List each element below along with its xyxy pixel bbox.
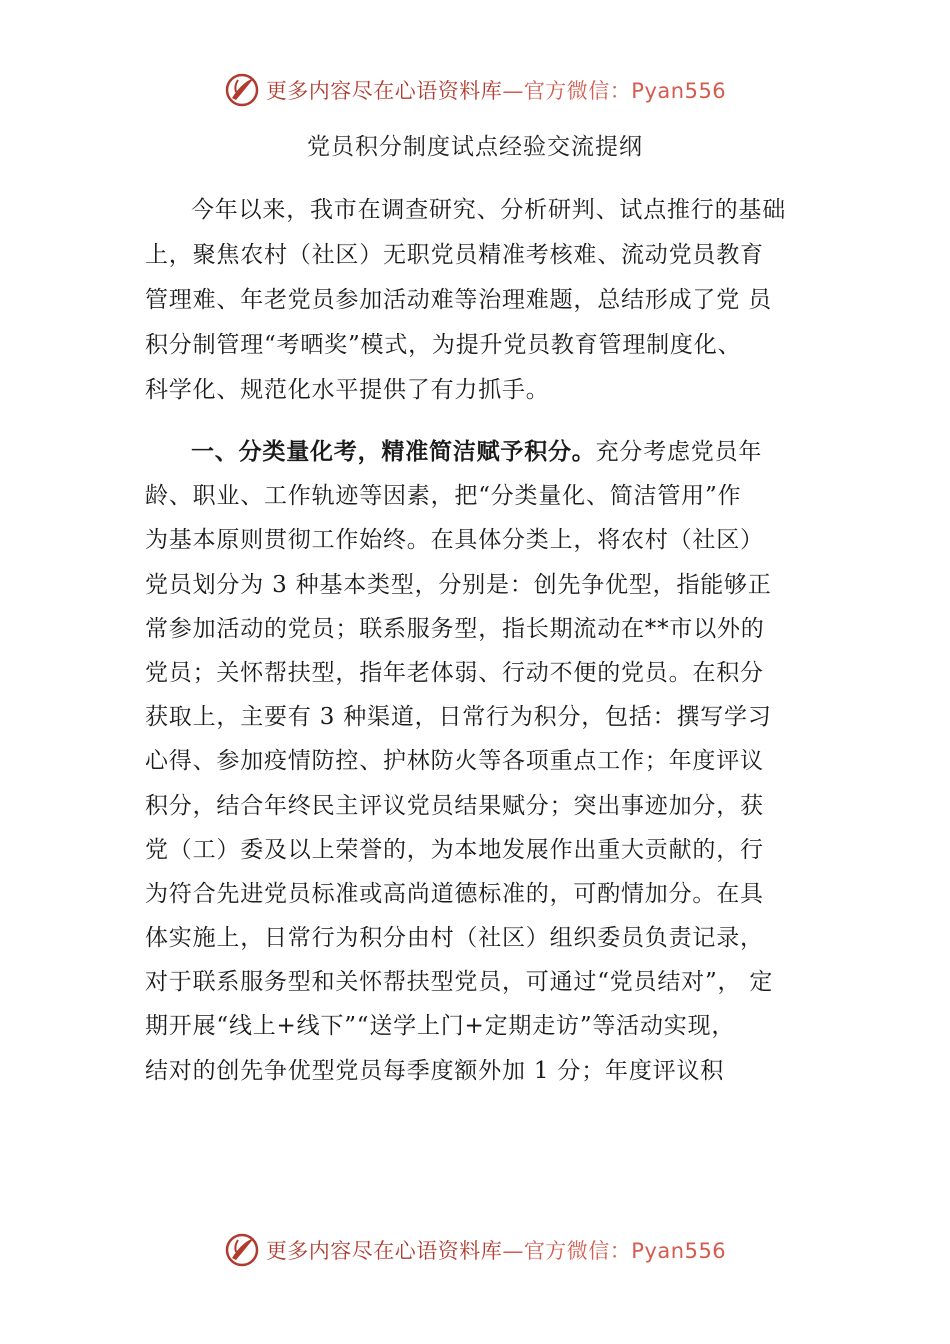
watermark-contact: —官方微信：Pyan556 (502, 1239, 727, 1263)
paragraph-line: 结对的创先争优型党员每季度额外加 1 分；年度评议积 (145, 1057, 725, 1084)
document-title: 党员积分制度试点经验交流提纲 (307, 134, 643, 160)
watermark-contact: —官方微信：Pyan556 (502, 79, 727, 103)
watermark-text (266, 75, 726, 105)
watermark-main: 更多内容尽在心语资料库 (265, 79, 503, 103)
paragraph-line: 党员划分为 3 种基本类型，分别是：创先争优型，指能够正 (145, 571, 772, 598)
paragraph-line: 今年以来，我市在调查研究、分析研判、试点推行的基础 (191, 197, 786, 223)
pen-logo-icon (224, 72, 260, 108)
paragraph-line: 为符合先进党员标准或高尚道德标准的，可酌情加分。在具 (145, 880, 764, 907)
paragraph-line: 心得、参加疫情防控、护林防火等各项重点工作；年度评议 (145, 748, 764, 775)
paragraph-line: 期开展“线上+线下”“送学上门+定期走访”等活动实现， (145, 1013, 736, 1040)
paragraph-line: 对于联系服务型和关怀帮扶型党员，可通过“党员结对”， 定 (145, 969, 774, 996)
section-first-line (145, 430, 825, 474)
section-heading: 一、分类量化考，精准简洁赋予积分。 (191, 439, 596, 465)
watermark-top (0, 72, 950, 108)
watermark-main: 更多内容尽在心语资料库 (265, 1239, 503, 1263)
paragraph-line: 为基本原则贯彻工作始终。在具体分类上，将农村（社区） (145, 527, 764, 554)
paragraph-line: 获取上，主要有 3 种渠道，日常行为积分，包括：撰写学习 (145, 704, 772, 731)
section-first-line-text: 充分考虑党员年 (595, 439, 763, 465)
watermark-text (266, 1235, 726, 1265)
paragraph-line: 积分制管理“考晒奖”模式，为提升党员教育管理制度化、 (145, 332, 742, 358)
paragraph-line: 龄、职业、工作轨迹等因素，把“分类量化、简洁管用”作 (145, 483, 742, 510)
intro-paragraph (145, 188, 825, 413)
paragraph-line: 上，聚焦农村（社区）无职党员精准考核难、流动党员教育 (145, 242, 764, 268)
watermark-bottom (0, 1232, 950, 1268)
paragraph-line: 党员；关怀帮扶型，指年老体弱、行动不便的党员。在积分 (145, 659, 764, 686)
paragraph-line: 管理难、年老党员参加活动难等治理难题，总结形成了党 员 (145, 287, 772, 313)
paragraph-line: 党（工）委及以上荣誉的，为本地发展作出重大贡献的，行 (145, 836, 764, 863)
paragraph-line: 积分，结合年终民主评议党员结果赋分；突出事迹加分，获 (145, 792, 764, 819)
paragraph-line: 常参加活动的党员；联系服务型，指长期流动在**市以外的 (145, 615, 765, 642)
paragraph-line: 科学化、规范化水平提供了有力抓手。 (145, 377, 550, 403)
pen-logo-icon (224, 1232, 260, 1268)
section-1-paragraph (145, 430, 825, 1093)
paragraph-line: 体实施上，日常行为积分由村（社区）组织委员负责记录， (145, 925, 764, 952)
